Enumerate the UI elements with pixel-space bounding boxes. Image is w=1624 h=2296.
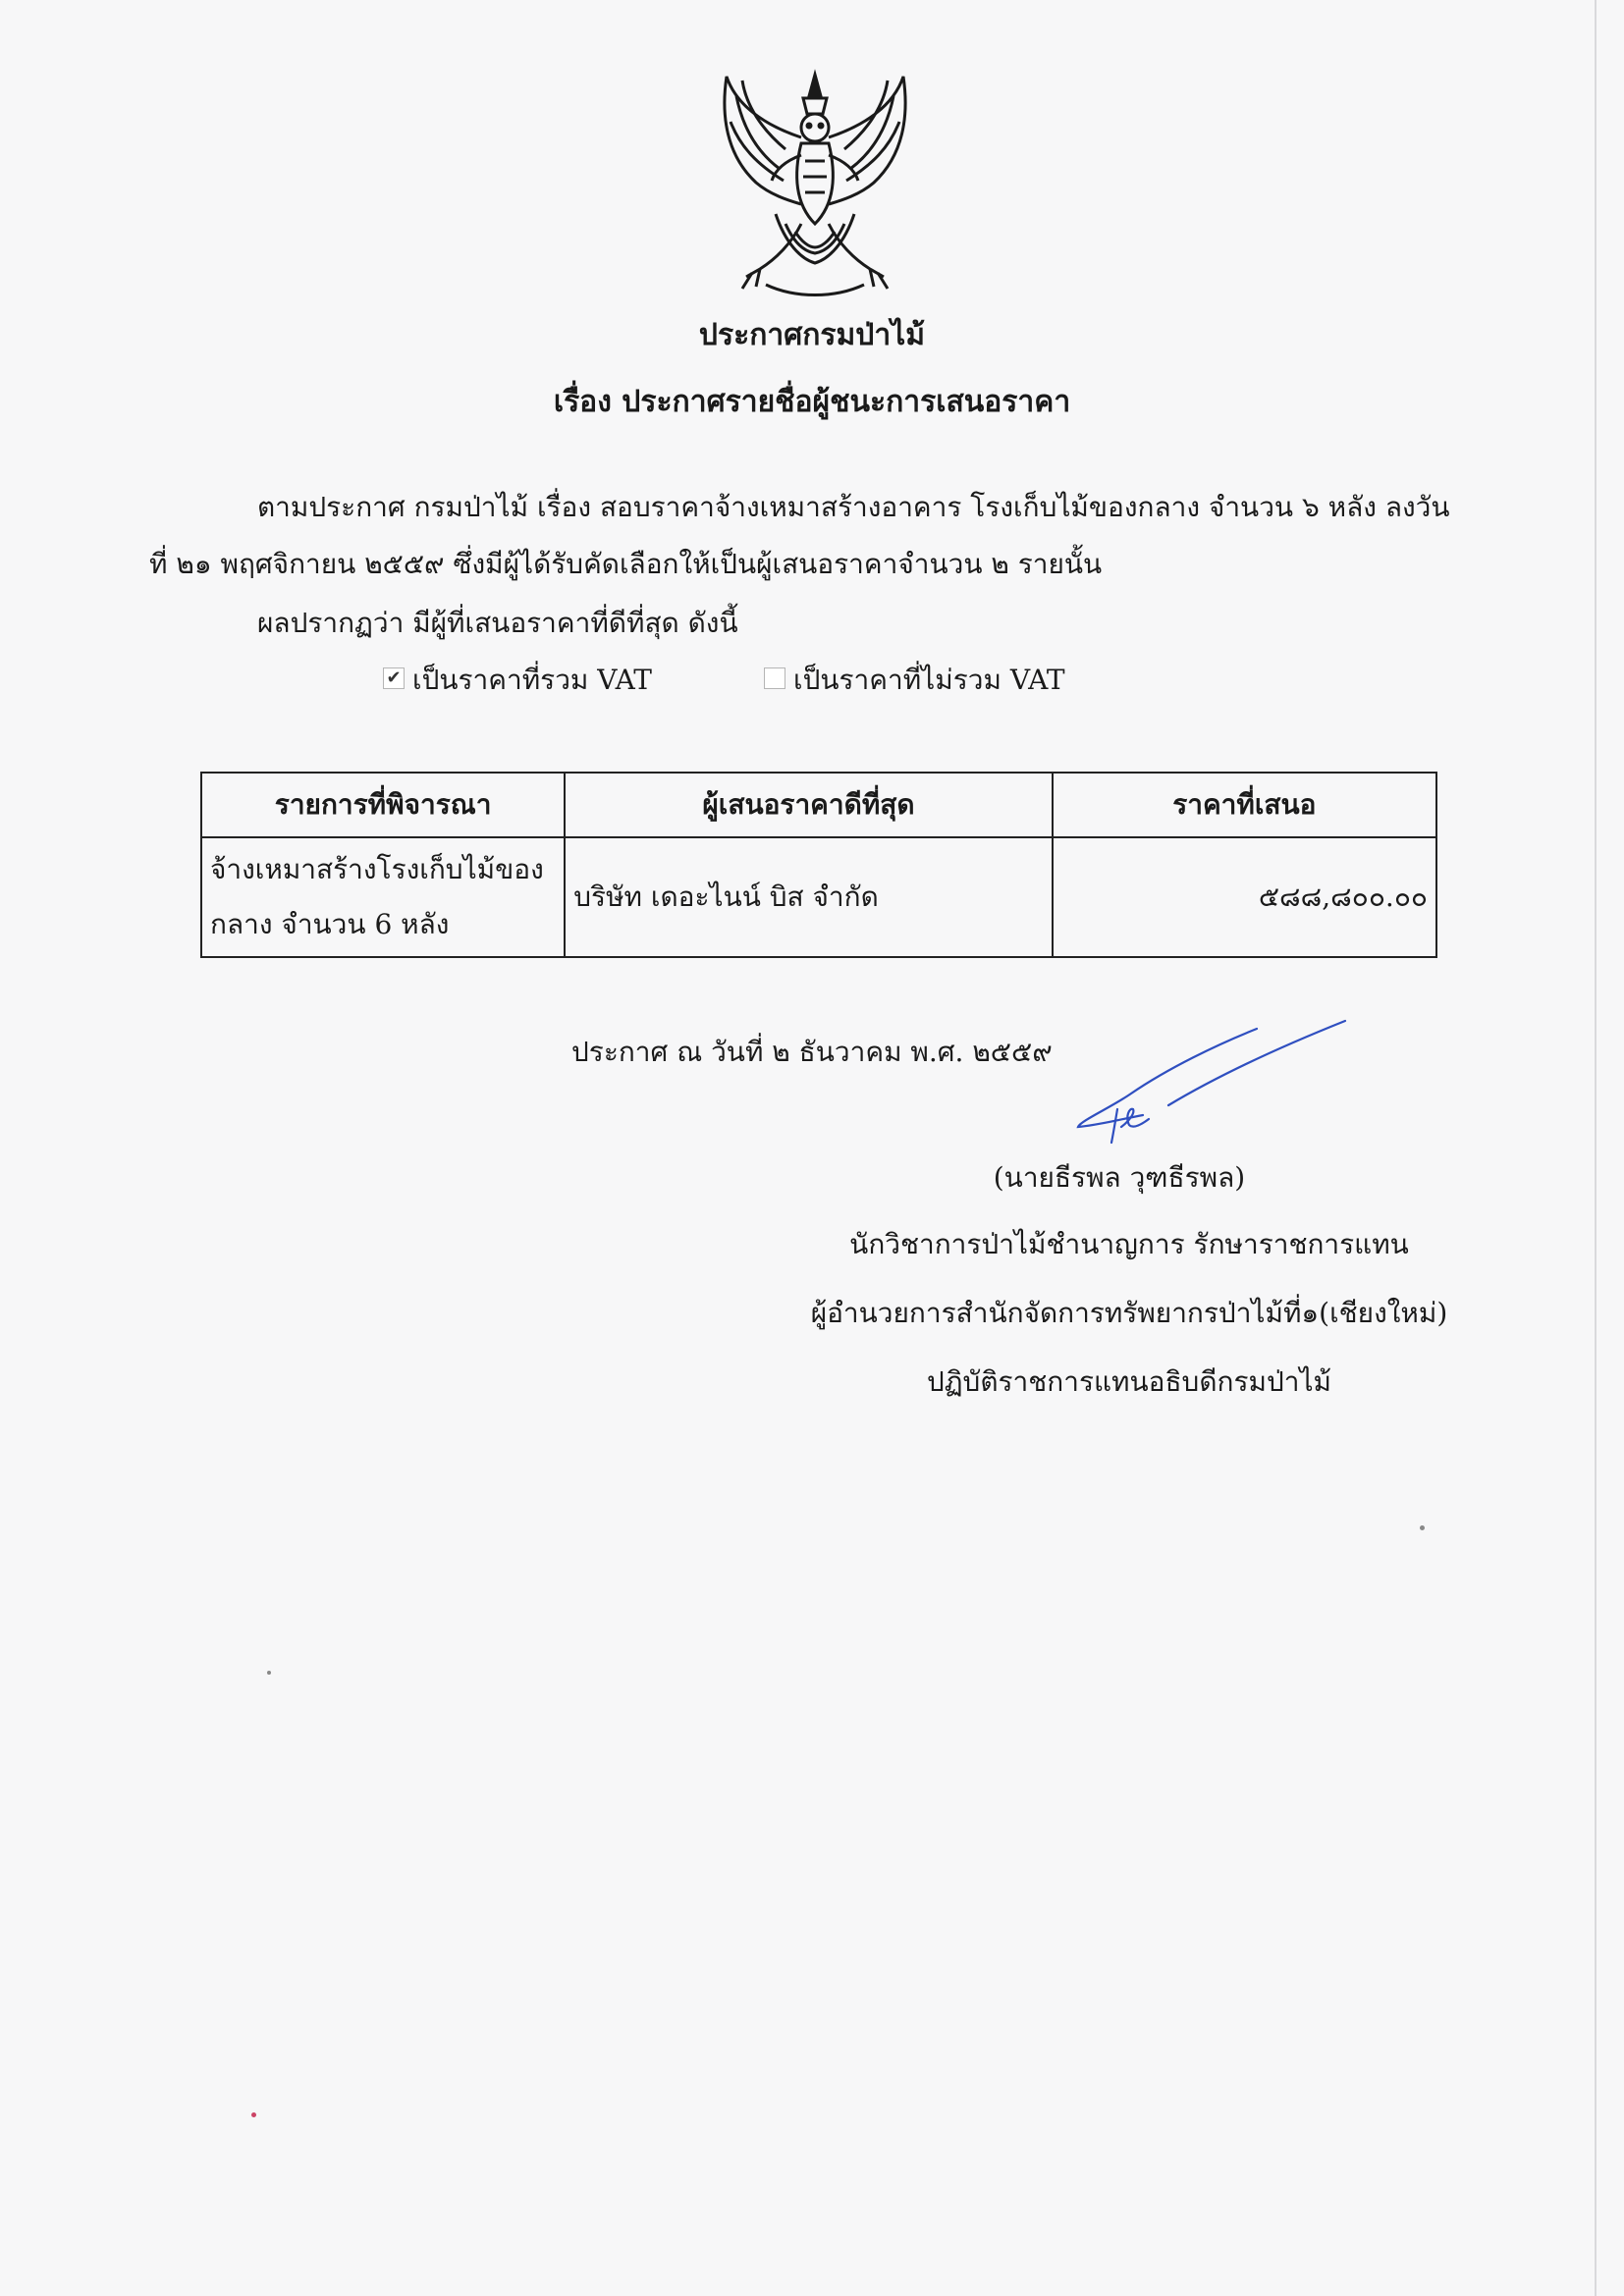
scan-speck [251, 2112, 256, 2117]
body-paragraph-line2: ที่ ๒๑ พฤศจิกายน ๒๕๕๙ ซึ่งมีผู้ได้รับคัดเลือกให้เป็นผู้เสนอราคาจำนวน ๒ รายนั้น [149, 548, 1103, 580]
table-row [201, 837, 1436, 957]
include-vat-checkbox: ✔ [383, 667, 405, 689]
garuda-emblem [707, 67, 923, 302]
exclude-vat-label: เป็นราคาที่ไม่รวม VAT [793, 664, 1065, 696]
exclude-vat-option [764, 659, 1065, 702]
signer-position-line2: ผู้อำนวยการสำนักจัดการทรัพยากรป่าไม้ที่๑(เชียงใหม่) [810, 1297, 1448, 1329]
cell-item-line2: กลาง จำนวน 6 หลัง [210, 908, 450, 940]
table-header-row [201, 773, 1436, 837]
result-statement: ผลปรากฏว่า มีผู้ที่เสนอราคาที่ดีที่สุด ดังนี้ [257, 607, 738, 639]
header-item-considered: รายการที่พิจารณา [201, 773, 565, 837]
signer-position-line3: ปฏิบัติราชการแทนอธิบดีกรมป่าไม้ [926, 1365, 1331, 1398]
include-vat-label: เป็นราคาที่รวม VAT [412, 664, 652, 696]
body-paragraph-line1: ตามประกาศ กรมป่าไม้ เรื่อง สอบราคาจ้างเหมาสร้างอาคาร โรงเก็บไม้ของกลาง จำนวน ๖ หลัง ลงวัน [257, 491, 1450, 523]
signer-name: (นายธีรพล วุฑธีรพล) [993, 1161, 1246, 1194]
signer-position-line1: นักวิชาการป่าไม้ชำนาญการ รักษาราชการแทน [849, 1228, 1409, 1260]
announcement-date: ประกาศ ณ วันที่ ๒ ธันวาคม พ.ศ. ๒๕๕๙ [571, 1036, 1053, 1068]
exclude-vat-checkbox [764, 667, 785, 689]
announcement-subject: เรื่อง ประกาศรายชื่อผู้ชนะการเสนอราคา [553, 385, 1071, 419]
scan-speck [1420, 1525, 1425, 1530]
include-vat-option [383, 659, 652, 702]
bid-result-table [200, 772, 1437, 958]
cell-price: ๕๘๘,๘๐๐.๐๐ [1053, 837, 1436, 957]
scan-speck [267, 1671, 271, 1675]
cell-bidder: บริษัท เดอะไนน์ บิส จำกัด [565, 837, 1052, 957]
header-best-bidder: ผู้เสนอราคาดีที่สุด [565, 773, 1052, 837]
cell-item-line1: จ้างเหมาสร้างโรงเก็บไม้ของ [210, 853, 544, 885]
header-offered-price: ราคาที่เสนอ [1053, 773, 1436, 837]
cell-item [201, 837, 565, 957]
announcement-title: ประกาศกรมป่าไม้ [698, 318, 926, 352]
handwritten-signature [1060, 1011, 1355, 1158]
